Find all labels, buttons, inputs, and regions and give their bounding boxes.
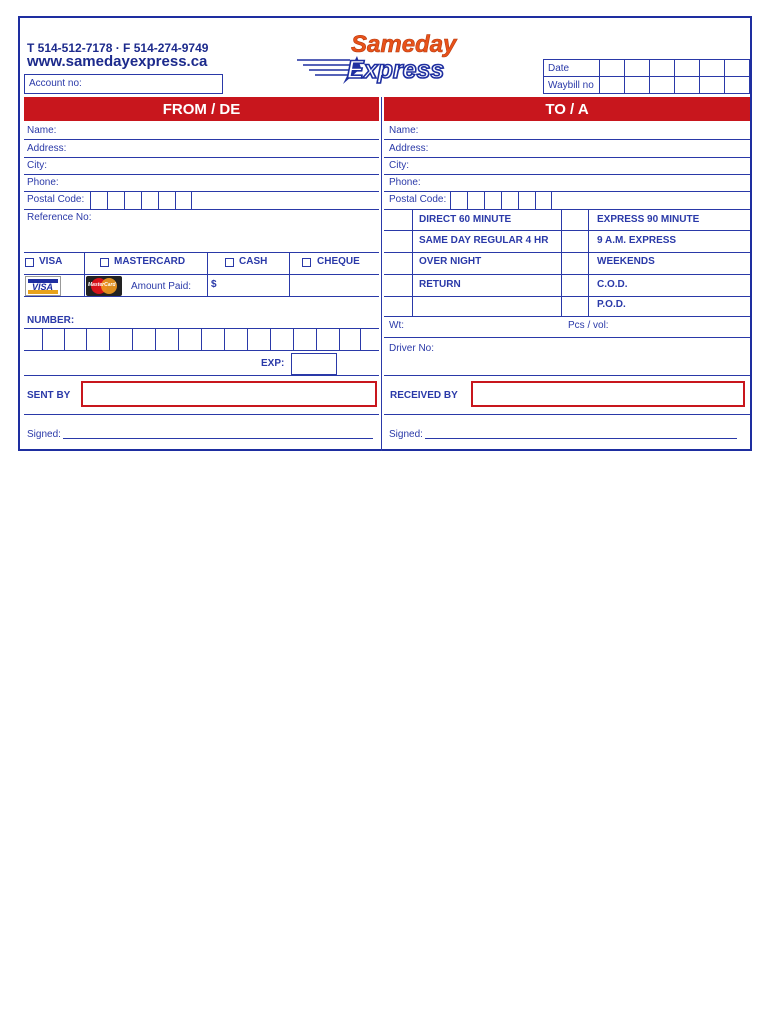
cheque-option-label: CHEQUE: [317, 256, 360, 267]
sent-by-label: SENT BY: [27, 390, 71, 401]
service-cod-checkbox[interactable]: [562, 275, 587, 295]
service-cod-label: C.O.D.: [597, 279, 628, 290]
account-label: Account no:: [29, 78, 82, 89]
service-pod-checkbox[interactable]: [562, 297, 587, 315]
waybill-form: [18, 16, 752, 451]
from-phone-field[interactable]: Phone:: [27, 177, 59, 188]
received-by-label: RECEIVED BY: [390, 390, 458, 401]
service-same-day-label: SAME DAY REGULAR 4 HR: [419, 235, 549, 246]
date-label: Date: [548, 63, 570, 74]
received-by-field[interactable]: [471, 381, 745, 407]
mastercard-icon: [86, 276, 122, 296]
from-city-field[interactable]: City:: [27, 160, 47, 171]
service-9am-label: 9 A.M. EXPRESS: [597, 235, 677, 246]
service-direct-60-label: DIRECT 60 MINUTE: [419, 214, 512, 225]
exp-field[interactable]: [291, 353, 337, 375]
to-name-field[interactable]: Name:: [389, 125, 419, 136]
visa-checkbox-icon[interactable]: [25, 258, 34, 267]
service-return-checkbox[interactable]: [385, 275, 411, 295]
cheque-checkbox-icon[interactable]: [302, 258, 311, 267]
to-postal-field[interactable]: Postal Code:: [389, 194, 447, 205]
amount-paid-label: Amount Paid:: [131, 281, 192, 292]
to-phone-field[interactable]: Phone:: [389, 177, 421, 188]
waybill-label: Waybill no: [548, 80, 594, 91]
sent-by-field[interactable]: [81, 381, 377, 407]
account-field[interactable]: [24, 74, 223, 94]
mastercard-logo-text: MasterCard: [88, 282, 116, 288]
to-address-field[interactable]: Address:: [389, 143, 429, 154]
visa-option-label: VISA: [39, 256, 63, 267]
to-section-title: TO / A: [384, 97, 750, 121]
exp-label: EXP:: [261, 358, 285, 369]
signed-left-line[interactable]: [63, 438, 373, 439]
driver-no-field[interactable]: Driver No:: [389, 343, 435, 354]
service-overnight-label: OVER NIGHT: [419, 256, 482, 267]
to-city-field[interactable]: City:: [389, 160, 409, 171]
service-express-90-label: EXPRESS 90 MINUTE: [597, 214, 700, 225]
from-section-title: FROM / DE: [24, 97, 379, 121]
visa-logo-text: VISA: [32, 282, 54, 292]
service-return-label: RETURN: [419, 279, 461, 290]
service-direct-60-checkbox[interactable]: [385, 210, 411, 229]
signed-left-label: Signed:: [27, 429, 61, 440]
logo-sameday-text: Sameday: [351, 31, 457, 58]
service-overnight-checkbox[interactable]: [385, 253, 411, 273]
express-logo-icon: [295, 26, 475, 88]
service-same-day-checkbox[interactable]: [385, 231, 411, 251]
pcs-vol-field[interactable]: Pcs / vol:: [568, 320, 609, 331]
column-divider: [381, 97, 382, 451]
card-number-label: NUMBER:: [27, 315, 75, 326]
visa-card-icon: [25, 276, 61, 296]
weight-field[interactable]: Wt:: [389, 320, 404, 331]
date-field[interactable]: [543, 59, 750, 77]
from-address-field[interactable]: Address:: [27, 143, 67, 154]
from-postal-field[interactable]: Postal Code:: [27, 194, 85, 205]
signed-right-label: Signed:: [389, 429, 423, 440]
service-express-90-checkbox[interactable]: [562, 210, 587, 229]
website-text: www.samedayexpress.ca: [27, 53, 208, 70]
mastercard-checkbox-icon[interactable]: [100, 258, 109, 267]
mastercard-option-label: MASTERCARD: [114, 256, 186, 267]
cash-checkbox-icon[interactable]: [225, 258, 234, 267]
from-name-field[interactable]: Name:: [27, 125, 57, 136]
phone-fax-text: T 514-512-7178 · F 514-274-9749: [27, 41, 209, 55]
service-pod-label: P.O.D.: [597, 299, 626, 310]
logo-express-text: Express: [347, 56, 445, 84]
signed-right-line[interactable]: [425, 438, 737, 439]
reference-no-field[interactable]: Reference No:: [27, 212, 92, 223]
service-9am-checkbox[interactable]: [562, 231, 587, 251]
cash-option-label: CASH: [239, 256, 268, 267]
amount-paid-field[interactable]: $: [211, 279, 217, 290]
service-weekends-label: WEEKENDS: [597, 256, 655, 267]
service-weekends-checkbox[interactable]: [562, 253, 587, 273]
